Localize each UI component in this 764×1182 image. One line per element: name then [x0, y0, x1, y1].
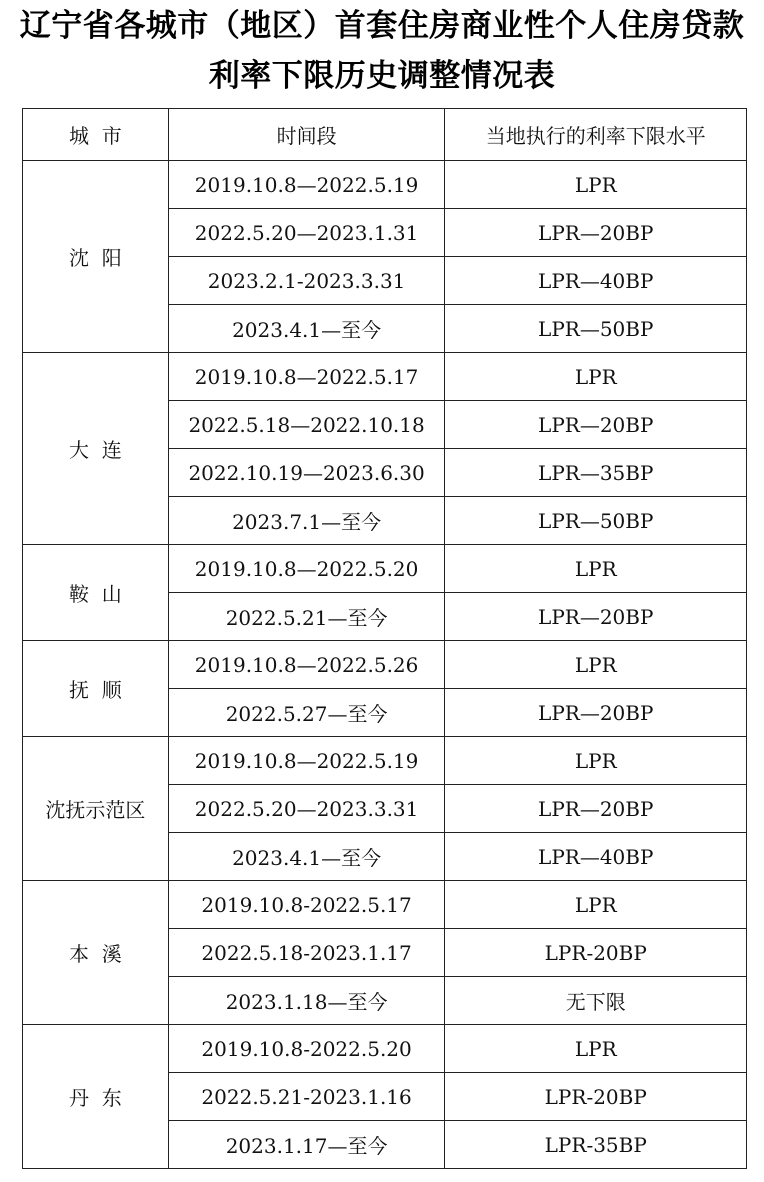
rate-cell: LPR: [445, 737, 747, 785]
rate-cell: LPR: [445, 545, 747, 593]
table-row: [23, 545, 747, 593]
rate-cell: LPR—35BP: [445, 449, 747, 497]
city-cell: 本 溪: [23, 881, 169, 1025]
rate-cell: LPR—50BP: [445, 497, 747, 545]
period-cell: 2023.7.1—至今: [168, 497, 445, 545]
period-cell: 2023.2.1-2023.3.31: [168, 257, 445, 305]
table-row: [23, 641, 747, 689]
period-cell: 2023.1.18—至今: [168, 977, 445, 1025]
rate-history-table: [22, 108, 747, 1169]
period-cell: 2022.10.19—2023.6.30: [168, 449, 445, 497]
period-cell: 2022.5.27—至今: [168, 689, 445, 737]
period-cell: 2022.5.18—2022.10.18: [168, 401, 445, 449]
period-cell: 2022.5.20—2023.3.31: [168, 785, 445, 833]
table-body: [23, 161, 747, 1169]
period-cell: 2023.4.1—至今: [168, 833, 445, 881]
period-cell: 2022.5.18-2023.1.17: [168, 929, 445, 977]
table-row: [23, 353, 747, 401]
table-row: [23, 737, 747, 785]
rate-cell: LPR: [445, 161, 747, 209]
rate-cell: LPR—40BP: [445, 257, 747, 305]
header-period: 时间段: [168, 109, 445, 161]
city-cell: 抚 顺: [23, 641, 169, 737]
rate-cell: LPR—20BP: [445, 593, 747, 641]
period-cell: 2019.10.8—2022.5.20: [168, 545, 445, 593]
city-cell: 鞍 山: [23, 545, 169, 641]
city-cell: 沈抚示范区: [23, 737, 169, 881]
rate-cell: LPR-20BP: [445, 929, 747, 977]
rate-cell: LPR: [445, 1025, 747, 1073]
period-cell: 2019.10.8—2022.5.19: [168, 737, 445, 785]
document-title-line-1: 辽宁省各城市（地区）首套住房商业性个人住房贷款: [19, 8, 745, 44]
period-cell: 2019.10.8—2022.5.26: [168, 641, 445, 689]
period-cell: 2019.10.8—2022.5.17: [168, 353, 445, 401]
period-cell: 2019.10.8-2022.5.17: [168, 881, 445, 929]
header-city: 城 市: [23, 109, 169, 161]
table-row: [23, 881, 747, 929]
rate-cell: LPR—40BP: [445, 833, 747, 881]
rate-cell: LPR-20BP: [445, 1073, 747, 1121]
rate-cell: 无下限: [445, 977, 747, 1025]
period-cell: 2022.5.21—至今: [168, 593, 445, 641]
period-cell: 2022.5.20—2023.1.31: [168, 209, 445, 257]
table-row: [23, 1025, 747, 1073]
period-cell: 2023.4.1—至今: [168, 305, 445, 353]
rate-cell: LPR: [445, 353, 747, 401]
period-cell: 2019.10.8—2022.5.19: [168, 161, 445, 209]
rate-cell: LPR—20BP: [445, 785, 747, 833]
city-cell: 丹 东: [23, 1025, 169, 1169]
rate-cell: LPR—20BP: [445, 401, 747, 449]
table-row: [23, 161, 747, 209]
rate-cell: LPR—20BP: [445, 689, 747, 737]
rate-cell: LPR: [445, 881, 747, 929]
period-cell: 2019.10.8-2022.5.20: [168, 1025, 445, 1073]
document-title-line-2: 利率下限历史调整情况表: [208, 58, 556, 94]
period-cell: 2023.1.17—至今: [168, 1121, 445, 1169]
city-cell: 大 连: [23, 353, 169, 545]
rate-cell: LPR—20BP: [445, 209, 747, 257]
city-cell: 沈 阳: [23, 161, 169, 353]
period-cell: 2022.5.21-2023.1.16: [168, 1073, 445, 1121]
header-rate: 当地执行的利率下限水平: [445, 109, 747, 161]
rate-cell: LPR: [445, 641, 747, 689]
rate-cell: LPR—50BP: [445, 305, 747, 353]
rate-cell: LPR-35BP: [445, 1121, 747, 1169]
table-header-row: [23, 109, 747, 161]
